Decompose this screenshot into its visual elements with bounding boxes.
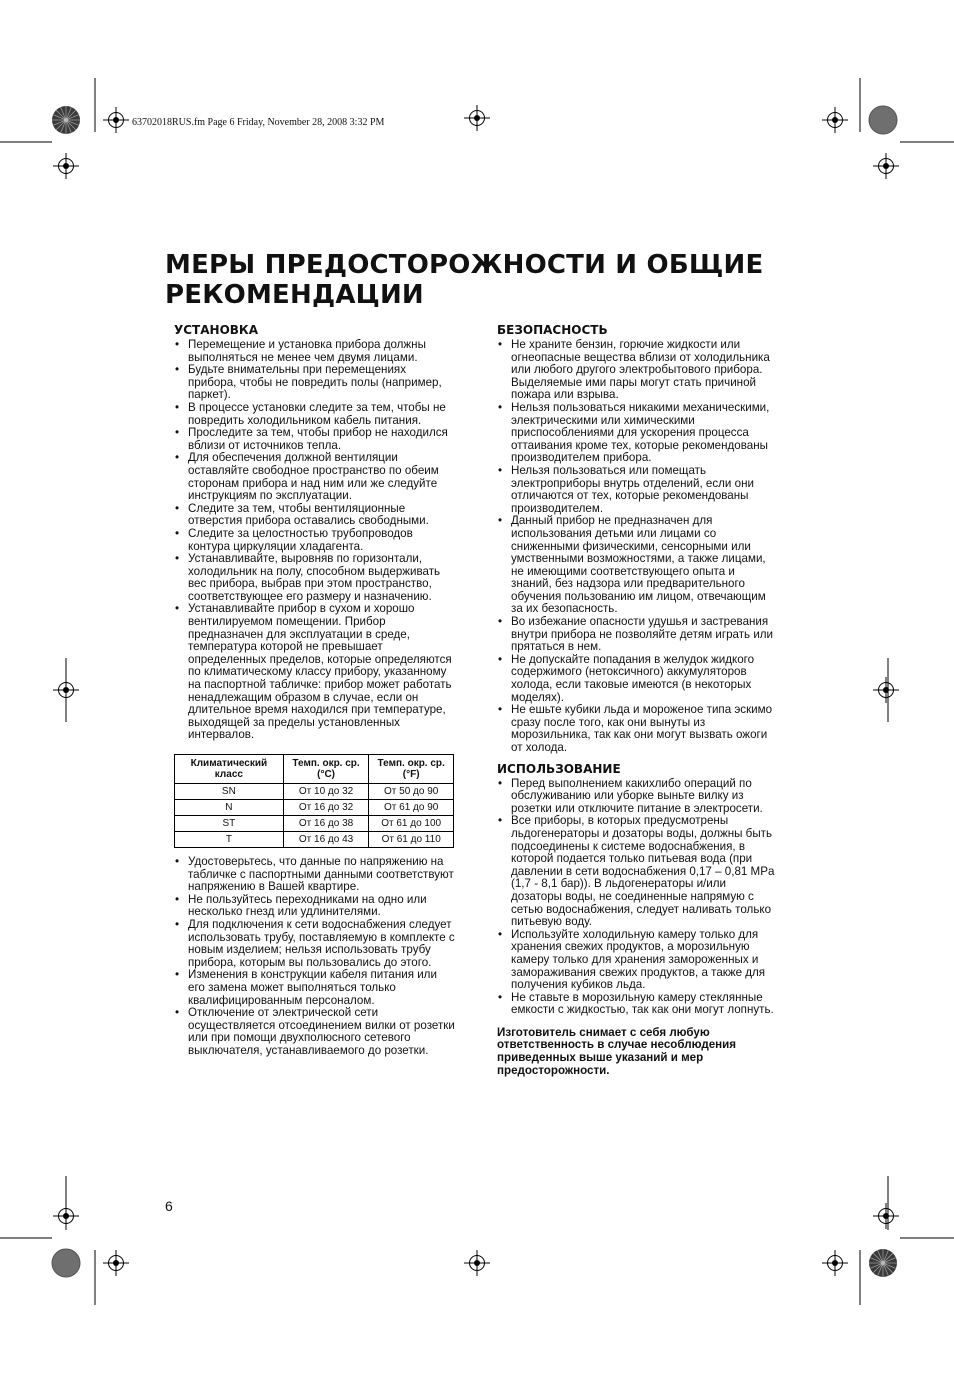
safety-heading: БЕЗОПАСНОСТЬ: [497, 323, 608, 337]
list-item: • Данный прибор не предназначен для использования детьми или лицами со сниженными физическими, сенсорными или умственными возможностями, а также лицами, не имеющими соответствующего опыта и знаний, без надзора или предварительного обучения пользованию им лицом, отвечающим за их безопасность.: [497, 515, 777, 616]
table-row: [175, 816, 454, 832]
list-item: • Следите за целостностью трубопроводов контура циркуляции хладагента.: [174, 528, 456, 553]
right-column: [497, 322, 777, 1089]
column-header: Климатический класс: [175, 755, 284, 784]
table-cell: От 50 до 90: [369, 784, 454, 800]
list-item: • Перемещение и установка прибора должны выполняться не менее чем двумя лицами.: [174, 339, 456, 364]
file-info-line: 63702018RUS.fm Page 6 Friday, November 28, 2008 3:32 PM: [132, 117, 385, 128]
list-item: • Для подключения к сети водоснабжения следует использовать трубу, поставляемую в комплекте с новым изделием; нельзя использовать трубу прибора, которым вы пользовались до этого.: [174, 919, 456, 969]
table-cell: От 61 до 110: [369, 832, 454, 848]
column-header: Темп. окр. ср. (°C): [283, 755, 369, 784]
list-item: • Не храните бензин, горючие жидкости или огнеопасные вещества вблизи от холодильника или любого другого электробытового прибора. Выделяемые ими пары могут стать причиной пожара или взрыва.: [497, 339, 777, 402]
installation-heading: УСТАНОВКА: [174, 323, 259, 337]
list-item: • Отключение от электрической сети осуществляется отсоединением вилки от розетки или при помощи двухполюсного сетевого выключателя, устанавливаемого до розетки.: [174, 1007, 456, 1057]
table-row: [175, 784, 454, 800]
usage-heading: ИСПОЛЬЗОВАНИЕ: [497, 761, 621, 776]
table-cell: От 16 до 38: [283, 816, 369, 832]
usage-list: [497, 778, 777, 1017]
list-item: • В процессе установки следите за тем, чтобы не повредить холодильником кабель питания.: [174, 402, 456, 427]
list-item: • Для обеспечения должной вентиляции оставляйте свободное пространство по обеим сторонам прибора и над ним или же следуйте инструкциям по эксплуатации.: [174, 452, 456, 502]
list-item: • Проследите за тем, чтобы прибор не находился вблизи от источников тепла.: [174, 427, 456, 452]
list-item: • Устанавливайте прибор в сухом и хорошо вентилируемом помещении. Прибор предназначен для эксплуатации в среде, температура которой не превышает определенных пределов, которые определяются по климатическому классу прибору, указанному на паспортной табличке: прибор может работать ненадлежащим образом в случае, если он длительное время находился при температуре, выходящей за пределы установленных интервалов.: [174, 603, 456, 742]
page-number: 6: [165, 1198, 173, 1214]
list-item: • Удостоверьтесь, что данные по напряжению на табличке с паспортными данными соответствуют напряжению в Вашей квартире.: [174, 856, 456, 894]
table-cell: От 16 до 43: [283, 832, 369, 848]
list-item: • Нельзя пользоваться никакими механическими, электрическими или химическими приспособлениями для ускорения процесса оттаивания кроме тех, которые рекомендованы производителем прибора.: [497, 402, 777, 465]
climate-class-table: [174, 754, 454, 848]
list-item: • Не ешьте кубики льда и мороженое типа эскимо сразу после того, как они вынуты из морозильника, так как они могут вызвать ожоги от холода.: [497, 704, 777, 754]
list-item: • Устанавливайте, выровняв по горизонтали, холодильник на полу, способном выдерживать вес прибора, выбрав при этом пространство, соответствующее его размеру и назначению.: [174, 553, 456, 603]
list-item: • Все приборы, в которых предусмотрены льдогенераторы и дозаторы воды, должны быть подсоединены к системе водоснабжения, в которой подается только питьевая вода (при давлении в сети водоснабжения 0,17 – 0,81 MPa (1,7 - 8,1 бар)). В льдогенераторы и/или дозаторы воды, не соединенные напрямую с сетью водоснабжения, следует наливать только питьевую воду.: [497, 815, 777, 928]
left-column: [174, 322, 456, 1058]
list-item: • Будьте внимательны при перемещениях прибора, чтобы не повредить полы (например, паркет).: [174, 364, 456, 402]
page-title: [165, 250, 865, 310]
table-cell: От 10 до 32: [283, 784, 369, 800]
table-row: [175, 800, 454, 816]
list-item: • Не пользуйтесь переходниками на одно или несколько гнезд или удлинителями.: [174, 894, 456, 919]
list-item: • Не допускайте попадания в желудок жидкого содержимого (нетоксичного) аккумуляторов холода, если таковые имеются (в некоторых моделях).: [497, 654, 777, 704]
list-item: • Перед выполнением какихлибо операций по обслуживанию или уборке выньте вилку из розетки или отключите питание в электросети.: [497, 778, 777, 816]
table-cell: От 16 до 32: [283, 800, 369, 816]
safety-list: [497, 339, 777, 755]
list-item: • Следите за тем, чтобы вентиляционные отверстия прибора оставались свободными.: [174, 503, 456, 528]
title-line-2: РЕКОМЕНДАЦИИ: [165, 280, 424, 310]
table-cell: N: [175, 800, 284, 816]
manufacturer-disclaimer: Изготовитель снимает с себя любую ответственность в случае несоблюдения приведенных выше указаний и мер предосторожности.: [497, 1025, 737, 1077]
table-row: [175, 832, 454, 848]
title-line-1: МЕРЫ ПРЕДОСТОРОЖНОСТИ И ОБЩИЕ: [165, 250, 764, 280]
list-item: • Изменения в конструкции кабеля питания или его замена может выполняться только квалифицированным персоналом.: [174, 969, 456, 1007]
list-item: • Нельзя пользоваться или помещать электроприборы внутрь отделений, если они отличаются от тех, которые рекомендованы производителем.: [497, 465, 777, 515]
list-item: • Не ставьте в морозильную камеру стеклянные емкости с жидкостью, так как они могут лопнуть.: [497, 992, 777, 1017]
table-cell: От 61 до 100: [369, 816, 454, 832]
list-item: • Используйте холодильную камеру только для хранения свежих продуктов, а морозильную камеру только для хранения замороженных и замораживания свежих продуктов, а также для получения кубиков льда.: [497, 929, 777, 992]
installation-list-continued: [174, 856, 456, 1058]
table-cell: T: [175, 832, 284, 848]
table-cell: ST: [175, 816, 284, 832]
column-header: Темп. окр. ср. (°F): [369, 755, 454, 784]
table-cell: SN: [175, 784, 284, 800]
installation-list: [174, 339, 456, 742]
list-item: • Во избежание опасности удушья и застревания внутри прибора не позволяйте детям играть или прятаться в нем.: [497, 616, 777, 654]
table-cell: От 61 до 90: [369, 800, 454, 816]
table-header-row: [175, 755, 454, 784]
